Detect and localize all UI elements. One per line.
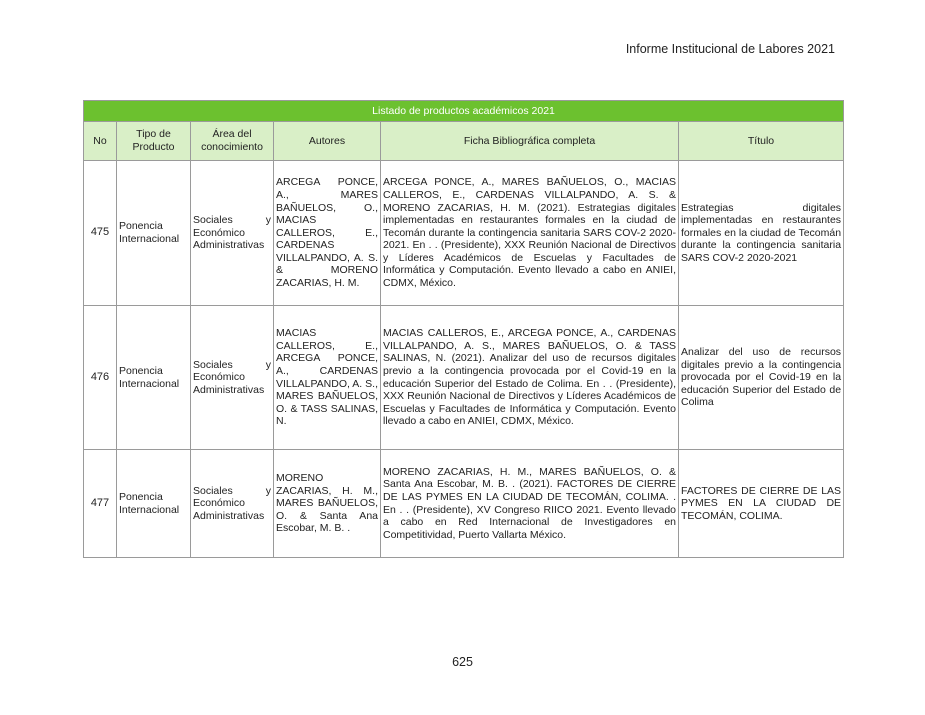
row-tipo: Ponencia Internacional [117,306,191,450]
row-number: 475 [84,161,117,306]
table-row [84,161,844,306]
row-ficha: MORENO ZACARIAS, H. M., MARES BAÑUELOS, O. & Santa Ana Escobar, M. B. . (2021). FACTORES DE CIERRE DE LAS PYMES EN LA CIUDAD DE TECOMÁN, COLIMA. . En . . (Presidente), XV Congreso RIICO 2021. Evento llevado a cabo en Red Internacional de Investigadores en Competitividad, Puerto Vallarta México. [381,450,679,558]
row-tipo: Ponencia Internacional [117,450,191,558]
row-autores: MACIAS CALLEROS, E., ARCEGA PONCE, A., CARDENAS VILLALPANDO, A. S., MARES BAÑUELOS, O. & TASS SALINAS, N. [274,306,381,450]
table-caption-row [84,101,844,122]
row-number: 476 [84,306,117,450]
table-row [84,306,844,450]
row-ficha: ARCEGA PONCE, A., MARES BAÑUELOS, O., MACIAS CALLEROS, E., CARDENAS VILLALPANDO, A. S. & MORENO ZACARIAS, H. M. (2021). Estrategias digitales implementadas en restaurantes formales en la ciudad de Tecomán durante la contingencia sanitaria SARS COV-2 2020-2021. En . . (Presidente), XXX Reunión Nacional de Directivos y Líderes Académicos de Escuelas y Facultades de Informática y Computación. Evento llevado a cabo en ANIEI, CDMX, México. [381,161,679,306]
row-ficha: MACIAS CALLEROS, E., ARCEGA PONCE, A., CARDENAS VILLALPANDO, A. S., MARES BAÑUELOS, O. & TASS SALINAS, N. (2021). Analizar del uso de recursos digitales previo a la contingencia provocada por el Covid-19 en la educación Superior del Estado de Colima. En . . (Presidente), XXX Reunión Nacional de Directivos y Líderes Académicos de Escuelas y Facultades de Informática y Computación. Evento llevado a cabo en ANIEI, CDMX, México. [381,306,679,450]
row-area: Sociales y Económico Administrativas [191,450,274,558]
row-number: 477 [84,450,117,558]
academic-products-table [83,100,844,558]
column-header-autores: Autores [274,122,381,161]
row-autores: MORENO ZACARIAS, H. M., MARES BAÑUELOS, O. & Santa Ana Escobar, M. B. . [274,450,381,558]
column-header-titulo: Título [679,122,844,161]
table-row [84,450,844,558]
column-header-ficha: Ficha Bibliográfica completa [381,122,679,161]
page-number: 625 [452,655,473,669]
row-titulo: Analizar del uso de recursos digitales previo a la contingencia provocada por el Covid-19 en la educación Superior del Estado de Colima [679,306,844,450]
row-area: Sociales y Económico Administrativas [191,306,274,450]
row-area: Sociales y Económico Administrativas [191,161,274,306]
column-header-area: Área del conocimiento [191,122,274,161]
column-header-tipo: Tipo de Producto [117,122,191,161]
row-tipo: Ponencia Internacional [117,161,191,306]
column-header-no: No [84,122,117,161]
table-header-row [84,122,844,161]
row-titulo: FACTORES DE CIERRE DE LAS PYMES EN LA CIUDAD DE TECOMÁN, COLIMA. [679,450,844,558]
row-titulo: Estrategias digitales implementadas en restaurantes formales en la ciudad de Tecomán durante la contingencia sanitaria SARS COV-2 2020-2021 [679,161,844,306]
row-autores: ARCEGA PONCE, A., MARES BAÑUELOS, O., MACIAS CALLEROS, E., CARDENAS VILLALPANDO, A. S. & MORENO ZACARIAS, H. M. [274,161,381,306]
report-header-title: Informe Institucional de Labores 2021 [625,42,835,56]
table-caption: Listado de productos académicos 2021 [84,101,844,122]
